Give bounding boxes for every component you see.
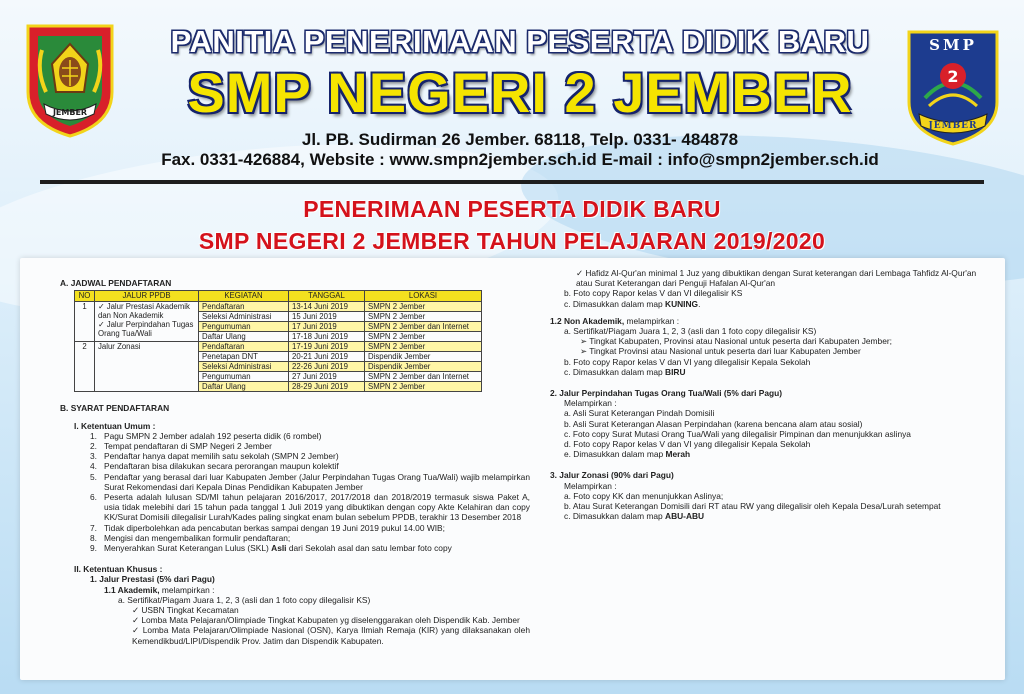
table-cell: 17 Juni 2019: [289, 322, 365, 332]
arrow-item: ➢ Tingkat Kabupaten, Provinsi atau Nasional untuk peserta dari Kabupaten Jember;: [580, 336, 892, 347]
map-color-abu-abu: ABU-ABU: [665, 511, 705, 522]
item-text-part: c. Dimasukkan dalam map: [564, 366, 666, 377]
table-cell: SMPN 2 Jember: [365, 302, 482, 312]
badge-jember-text: JEMBER: [928, 121, 978, 131]
table-cell: Pendaftaran: [199, 342, 289, 352]
table-cell-jalur: Jalur Zonasi: [95, 342, 199, 392]
item-text-part: e. Dimasukkan dalam map: [564, 449, 666, 460]
document-right-column: [550, 268, 990, 521]
ketentuan-umum-heading: I. Ketentuan Umum :: [74, 420, 156, 431]
list-item: [90, 431, 530, 441]
list-item: [90, 461, 530, 471]
jalur-perpindahan-heading: 2. Jalur Perpindahan Tugas Orang Tua/Wali (5% dari Pagu): [550, 388, 783, 399]
table-cell: SMPN 2 Jember: [365, 342, 482, 352]
akademik-item-c: [550, 299, 990, 309]
table-cell-no: 1: [75, 302, 95, 342]
school-address: Jl. PB. Sudirman 26 Jember. 68118, Telp. 0331- 484878: [301, 130, 739, 149]
schedule-table: [74, 290, 482, 392]
item-text: [104, 543, 452, 553]
document-panel: [20, 258, 1005, 680]
table-cell: Penetapan DNT: [199, 352, 289, 362]
table-cell: 17-19 Juni 2019: [289, 342, 365, 352]
list-item: [550, 511, 990, 521]
akademik-item-a: a. Sertifikat/Piagam Juara 1, 2, 3 (asli dan 1 foto copy dilegalisir KS): [118, 594, 371, 605]
badge-smp-text: SMP: [929, 36, 977, 54]
announcement-title: PENERIMAAN PESERTA DIDIK BARU: [303, 196, 721, 222]
table-cell: 27 Juni 2019: [289, 372, 365, 382]
table-cell: Daftar Ulang: [199, 332, 289, 342]
non-akademik-item-b: b. Foto copy Rapor kelas V dan VI yang dilegalisir Kepala Sekolah: [564, 356, 811, 367]
check-item: ✓ Hafidz Al-Qur'an minimal 1 Juz yang dibuktikan dengan Surat keterangan dari Lembaga Tahfidz Al-Qur'an atau Surat Keterangan dari Penguji Hafalan Al-Qur'an: [576, 268, 977, 289]
list-item: c. Foto copy Surat Mutasi Orang Tua/Wali yang dilegalisir Pimpinan dan menunjukkan aslinya: [564, 428, 911, 439]
item-number: 6.: [90, 492, 97, 503]
table-cell-jalur: [95, 302, 199, 342]
table-cell: Pengumuman: [199, 372, 289, 382]
jalur-prestasi-heading: 1. Jalur Prestasi (5% dari Pagu): [90, 574, 215, 585]
non-akademik-heading: [550, 316, 990, 326]
table-cell: 13-14 Juni 2019: [289, 302, 365, 312]
item-text-part: .: [698, 298, 701, 309]
item-text: Mengisi dan mengembalikan formulir pendaftaran;: [104, 532, 291, 543]
akademik-item-b: b. Foto copy Rapor kelas V dan VI dilegalisir KS: [564, 288, 743, 299]
item-text: Peserta adalah lulusan SD/MI tahun pelajaran 2016/2017, 2017/2018 dan 2018/2019 termasuk siswa Paket A, usia tidak melebihi dari 15 tahun pada tanggal 1 Juli 2019 yang dibuktikan dengan copy Akte Kelahiran dan copy KK/Surat Domisili dilegalisir Lurah/Kades paling singkat enam bulan sebelum PPDB, terakhir 13 Desember 2018: [104, 492, 530, 523]
jalur-prestasi-text: ✓ Jalur Prestasi Akademik dan Non Akademik: [98, 302, 190, 321]
item-text: Pagu SMPN 2 Jember adalah 192 peserta didik (6 rombel): [104, 430, 322, 441]
table-cell: 28-29 Juni 2019: [289, 382, 365, 392]
table-header-cell: LOKASI: [365, 291, 482, 302]
section-a-heading: A. JADWAL PENDAFTARAN: [60, 278, 172, 288]
akademik-text: melampirkan :: [159, 584, 215, 595]
item-text-part: dari Sekolah asal dan satu lembar foto copy: [286, 543, 452, 554]
table-cell: Dispendik Jember: [365, 362, 482, 372]
table-cell: 17-18 Juni 2019: [289, 332, 365, 342]
map-color-biru: BIRU: [665, 366, 686, 377]
committee-title: PANITIA PENERIMAAN PESERTA DIDIK BARU: [170, 24, 870, 59]
document-left-column: [60, 274, 530, 646]
ketentuan-umum-list: [60, 431, 530, 553]
badge-number: 2: [947, 67, 959, 86]
item-text: Pendaftaran bisa dilakukan secara perorangan maupun kolektif: [104, 461, 339, 472]
check-item: ✓ USBN Tingkat Kecamatan: [132, 605, 239, 616]
jalur-zonasi-heading: 3. Jalur Zonasi (90% dari Pagu): [550, 470, 674, 481]
list-item: [90, 441, 530, 451]
list-item: [90, 523, 530, 533]
school-name: SMP NEGERI 2 JEMBER: [187, 61, 853, 124]
table-cell: 20-21 Juni 2019: [289, 352, 365, 362]
item-text: Tidak diperbolehkan ada pencabutan berkas sampai dengan 19 Juni 2019 pukul 14.00 WIB;: [104, 522, 445, 533]
table-header-cell: TANGGAL: [289, 291, 365, 302]
item-number: 2.: [90, 441, 97, 452]
table-cell: SMPN 2 Jember: [365, 312, 482, 322]
section-b-heading: B. SYARAT PENDAFTARAN: [60, 403, 170, 414]
table-cell: SMPN 2 Jember: [365, 382, 482, 392]
item-text: Pendaftar yang berasal dari luar Kabupaten Jember (Jalur Perpindahan Tugas Orang Tua/Wali) wajib melampirkan Surat Rekomendasi dari Kepala Dinas Pendidikan Kabupaten Jember: [104, 471, 530, 492]
list-item: d. Foto copy Rapor kelas V dan VI yang dilegalisir Kepala Sekolah: [564, 439, 811, 450]
map-color-merah: Merah: [665, 449, 691, 460]
item-text-bold: Asli: [271, 543, 287, 554]
table-cell: Seleksi Administrasi: [199, 312, 289, 322]
item-number: 1.: [90, 430, 97, 441]
item-number: 3.: [90, 451, 97, 462]
jalur-perpindahan-text: ✓ Jalur Perpindahan Tugas Orang Tua/Wali: [98, 320, 194, 339]
list-item: [90, 492, 530, 523]
table-row: [75, 342, 482, 352]
table-cell: Pengumuman: [199, 322, 289, 332]
item-number: 8.: [90, 532, 97, 543]
list-item: a. Foto copy KK dan menunjukkan Aslinya;: [564, 490, 724, 501]
melampirkan-label: Melampirkan :: [564, 398, 617, 409]
list-item: [90, 472, 530, 492]
emblem-text: JEMBER: [52, 108, 88, 117]
table-header-cell: KEGIATAN: [199, 291, 289, 302]
table-cell: SMPN 2 Jember dan Internet: [365, 322, 482, 332]
table-cell: Seleksi Administrasi: [199, 362, 289, 372]
item-number: 7.: [90, 522, 97, 533]
ketentuan-khusus-heading: II. Ketentuan Khusus :: [74, 564, 163, 575]
item-text-part: Menyerahkan Surat Keterangan Lulus (SKL): [104, 543, 272, 554]
announcement-subtitle: SMP NEGERI 2 JEMBER TAHUN PELAJARAN 2019/2020: [198, 228, 826, 254]
table-cell: SMPN 2 Jember: [365, 332, 482, 342]
list-item: b. Asli Surat Keterangan Alasan Perpindahan (karena bencana alam atau sosial): [564, 418, 863, 429]
item-number: 5.: [90, 471, 97, 482]
akademik-heading: [60, 585, 530, 595]
map-color-kuning: KUNING: [665, 298, 699, 309]
check-item: ✓ Lomba Mata Pelajaran/Olimpiade Tingkat Kabupaten yg diselenggarakan oleh Dispendik Kab. Jember: [132, 615, 520, 626]
melampirkan-label: Melampirkan :: [564, 480, 617, 491]
list-item: b. Atau Surat Keterangan Domisili dari RT atau RW yang dilegalisir oleh Kepala Desa/Lurah setempat: [564, 501, 941, 512]
table-cell: SMPN 2 Jember dan Internet: [365, 372, 482, 382]
list-item: [90, 543, 530, 553]
table-cell: Daftar Ulang: [199, 382, 289, 392]
table-cell: Dispendik Jember: [365, 352, 482, 362]
item-text: Pendaftar hanya dapat memilih satu sekolah (SMPN 2 Jember): [104, 451, 339, 462]
school-contact: Fax. 0331-426884, Website : www.smpn2jember.sch.id E-mail : info@smpn2jember.sch.id: [161, 150, 879, 169]
jember-regency-emblem-icon: [22, 20, 118, 140]
table-cell: 15 Juni 2019: [289, 312, 365, 322]
list-item: a. Asli Surat Keterangan Pindah Domisili: [564, 408, 715, 419]
header-divider: [40, 180, 984, 184]
check-item: ✓ Lomba Mata Pelajaran/Olimpiade Nasional (OSN), Karya Ilmiah Remaja (KIR) yang dilaksanakan oleh Kemendikbud/LIPI/Dispendik Prov. Jatim dan Dispendik Kabupaten.: [132, 625, 530, 646]
akademik-label: 1.1 Akademik,: [104, 584, 160, 595]
table-row: [75, 302, 482, 312]
table-cell-no: 2: [75, 342, 95, 392]
item-text: Tempat pendaftaran di SMP Negeri 2 Jember: [104, 441, 272, 452]
item-text-part: c. Dimasukkan dalam map: [564, 511, 666, 522]
table-header-cell: NO: [75, 291, 95, 302]
table-cell: 22-26 Juni 2019: [289, 362, 365, 372]
list-item: [90, 451, 530, 461]
table-header-row: [75, 291, 482, 302]
item-number: 4.: [90, 461, 97, 472]
arrow-item: ➢ Tingkat Provinsi atau Nasional untuk peserta dari luar Kabupaten Jember: [580, 346, 861, 357]
non-akademik-item-c: [550, 367, 990, 377]
table-cell: Pendaftaran: [199, 302, 289, 312]
non-akademik-text: melampirkan :: [624, 315, 680, 326]
non-akademik-item-a: a. Sertifikat/Piagam Juara 1, 2, 3 (asli dan 1 foto copy dilegalisir KS): [564, 326, 817, 337]
list-item: [550, 449, 990, 459]
item-text-part: c. Dimasukkan dalam map: [564, 298, 666, 309]
non-akademik-label: 1.2 Non Akademik,: [550, 315, 625, 326]
table-header-cell: JALUR PPDB: [95, 291, 199, 302]
list-item: [90, 533, 530, 543]
item-number: 9.: [90, 543, 97, 554]
